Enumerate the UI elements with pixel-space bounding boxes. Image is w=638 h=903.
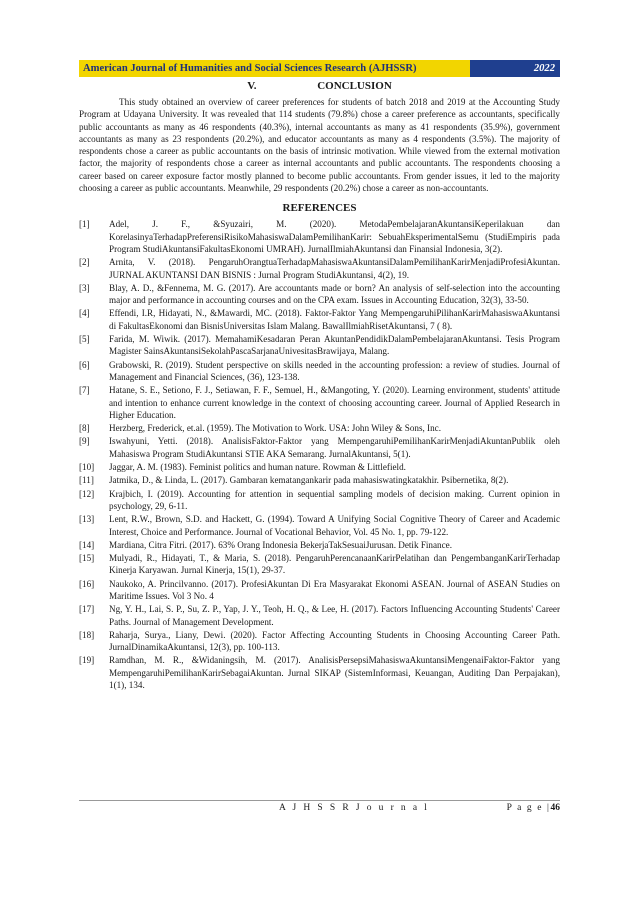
reference-item <box>79 461 560 473</box>
conclusion-heading <box>79 80 560 92</box>
reference-number: [14] <box>79 539 95 550</box>
reference-number: [5] <box>79 334 90 345</box>
reference-item <box>79 435 560 460</box>
reference-item <box>79 474 560 486</box>
reference-number: [16] <box>79 578 95 589</box>
reference-item <box>79 629 560 654</box>
journal-year: 2022 <box>470 60 560 77</box>
reference-number: [1] <box>79 219 90 230</box>
reference-text: Blay, A. D., &Fennema, M. G. (2017). Are accountants made or born? An analysis of self-selection into the accounting major and performance in accounting courses and on the CPA exam. Issues in Accounting Education, 32(3), 33-50. <box>109 282 560 306</box>
reference-item <box>79 422 560 434</box>
page-number: 46 <box>550 803 560 813</box>
reference-number: [2] <box>79 257 90 268</box>
reference-text: Lent, R.W., Brown, S.D. and Hackett, G. (1994). Toward A Unifying Social Cognitive Theory of Career and Academic Interest, Choice and Performance. Journal of Vocational Behavior, Vol. 45 No. 1, pp. 79-122. <box>109 514 560 537</box>
reference-item <box>79 539 560 551</box>
reference-item <box>79 307 560 332</box>
reference-item <box>79 578 560 603</box>
reference-number: [4] <box>79 308 90 319</box>
reference-item <box>79 384 560 421</box>
reference-text: Mulyadi, R., Hidayati, T., & Maria, S. (2018). PengaruhPerencanaanKarirPelatihan dan PengembanganKarirTerhadap Kinerja Karyawan. Jurnal Kinerja, 15(1), 29-37. <box>109 553 560 576</box>
journal-header-bar <box>79 60 560 77</box>
reference-number: [10] <box>79 462 95 473</box>
reference-text: Effendi, I.R, Hidayati, N., &Mawardi, MC. (2018). Faktor-Faktor Yang MempengaruhiPilihanKarirMahasiswaAkuntansi di FakultasEkonomi dan BisnisUniversitas Islam Malang. BawalIlmiahRisetAkuntansi, 7 ( 8). <box>109 308 560 331</box>
reference-text: Jatmika, D., & Linda, L. (2017). Gambaran kematangankarir pada mahasiswatingkatakhir. Psibernetika, 8(2). <box>109 475 509 486</box>
reference-item <box>79 488 560 513</box>
reference-item <box>79 513 560 538</box>
page-content <box>79 80 560 692</box>
reference-number: [17] <box>79 604 95 615</box>
conclusion-paragraph: This study obtained an overview of career preferences for students of batch 2018 and 2019 at the Accounting Study Program at Udayana University. It was revealed that 114 students (79.8%) chose a career preference as accountants, specifically public accountants as many as 46 respondents (40.3%), internal accountants as many as 41 respondents (35.9%), government accountants as many as 23 respondents (20.2%), and educator accountants as many as 4 respondents (3.5%). The majority of respondents chose a career as public accountants on the basis of intrinsic motivation. While viewed from the external motivation factor, the majority of respondents chose a career as internal accountants and public accountants. The respondents choosing a career based on career exposure factor mostly planned to become public accountants. From gender issues, it led to the majority choosing a career as public accountants. Meanwhile, 29 respondents (20.2%) chose a career as non-accountants. <box>79 97 560 194</box>
page-label: P a g e | <box>506 803 551 813</box>
references-heading: REFERENCES <box>282 202 357 215</box>
reference-text: Grabowski, R. (2019). Student perspective on skills needed in the accounting profession: a review of studies. Journal of Management and Financial Sciences, (36), 123-138. <box>109 359 560 382</box>
reference-text: Jaggar, A. M. (1983). Feminist politics and human nature. Rowman & Littlefield. <box>109 462 406 473</box>
reference-text: Adel, J. F., &Syuzairi, M. (2020). MetodaPembelajaranAkuntansiKeperilakuan dan KorelasinyaTerhadapPreferensiRisikoMahasiswaDalamPemilihanKarir: SebuahEksperimentalSemu (StudiEmpiris pada Program StudiAkuntansiFakultasEkonomi UMRAH). JurnalIlmiahAkuntansi dan Finansial Indonesia, 3(2). <box>109 219 560 254</box>
footer-journal: A J H S S R J o u r n a l <box>279 803 430 813</box>
reference-number: [3] <box>79 282 90 293</box>
reference-number: [19] <box>79 655 95 666</box>
reference-text: Hatane, S. E., Setiono, F. J., Setiawan, F. F., Semuel, H., &Mangoting, Y. (2020). Learning environment, students' attitude and intention to enhance current knowledge in the context of choosing accounting career. Journal of Applied Research in Higher Education. <box>109 385 560 420</box>
page-footer <box>79 800 560 813</box>
reference-number: [15] <box>79 553 95 564</box>
reference-item <box>79 282 560 307</box>
footer-page <box>507 803 560 813</box>
reference-number: [9] <box>79 436 90 447</box>
reference-text: Ng, Y. H., Lai, S. P., Su, Z. P., Yap, J. Y., Teoh, H. Q., & Lee, H. (2017). Factors Influencing Accounting Students' Career Paths. Journal of Management Development. <box>109 604 560 627</box>
reference-text: Arnita, V. (2018). PengaruhOrangtuaTerhadapMahasiswaAkuntansiDalamPemilihanKarirMenjadiProfesiAkuntan. JURNAL AKUNTANSI DAN BISNIS : Jurnal Program StudiAkuntansi, 4(2), 19. <box>109 257 560 280</box>
reference-number: [8] <box>79 423 90 434</box>
reference-number: [6] <box>79 359 90 370</box>
reference-number: [13] <box>79 514 95 525</box>
reference-number: [12] <box>79 488 95 499</box>
reference-text: Mardiana, Citra Fitri. (2017). 63% Orang Indonesia BekerjaTakSesuaiJurusan. Detik Finance. <box>109 539 452 550</box>
reference-number: [18] <box>79 629 95 640</box>
reference-text: Iswahyuni, Yetti. (2018). AnalisisFaktor-Faktor yang MempengaruhiPemilihanKarirMenjadiAkuntanPublik oleh Mahasiswa Program StudiAkuntansi STIE AKA Semarang. JurnalAkuntansi, 5(1). <box>109 436 560 459</box>
reference-item <box>79 333 560 358</box>
reference-text: Naukoko, A. Princilvanno. (2017). ProfesiAkuntan Di Era Masyarakat Ekonomi ASEAN. Journal of ASEAN Studies on Maritime Issues. Vol 3 No. 4 <box>109 578 560 601</box>
section-number: V. <box>247 80 257 92</box>
reference-list <box>79 218 560 691</box>
section-title: CONCLUSION <box>317 80 392 92</box>
reference-text: Ramdhan, M. R., &Widaningsih, M. (2017). AnalisisPersepsiMahasiswaAkuntansiMengenaiFaktor-Faktor yang MempengaruhiPemilihanKarirSebagaiAkuntan. Jurnal SIKAP (SistemInformasi, Keuangan, Auditing Dan Perpajakan), 1(1), 134. <box>109 655 560 691</box>
reference-number: [11] <box>79 475 94 486</box>
reference-item <box>79 359 560 384</box>
reference-text: Farida, M. Wiwik. (2017). MemahamiKesadaran Peran AkuntanPendidikDalamPembelajaranAkuntansi. Tesis Program Magister SainsAkuntansiSekolahPascaSarjanaUnivesitasBrawijaya, Malang. <box>109 334 560 357</box>
reference-text: Herzberg, Frederick, et.al. (1959). The Motivation to Work. USA: John Wiley & Sons, Inc. <box>109 423 441 434</box>
journal-title: American Journal of Humanities and Social Sciences Research (AJHSSR) <box>83 63 417 74</box>
reference-item <box>79 552 560 577</box>
reference-text: Raharja, Surya., Liany, Dewi. (2020). Factor Affecting Accounting Students in Choosing Accounting Career Path. JurnalDinamikaAkuntansi, 12(3), pp. 100-113. <box>109 629 560 653</box>
reference-item <box>79 654 560 691</box>
reference-item <box>79 218 560 255</box>
reference-item <box>79 603 560 628</box>
reference-number: [7] <box>79 385 90 396</box>
reference-item <box>79 256 560 281</box>
reference-text: Krajbich, I. (2019). Accounting for attention in sequential sampling models of decision making. Current opinion in psychology, 29, 6-11. <box>109 488 560 511</box>
